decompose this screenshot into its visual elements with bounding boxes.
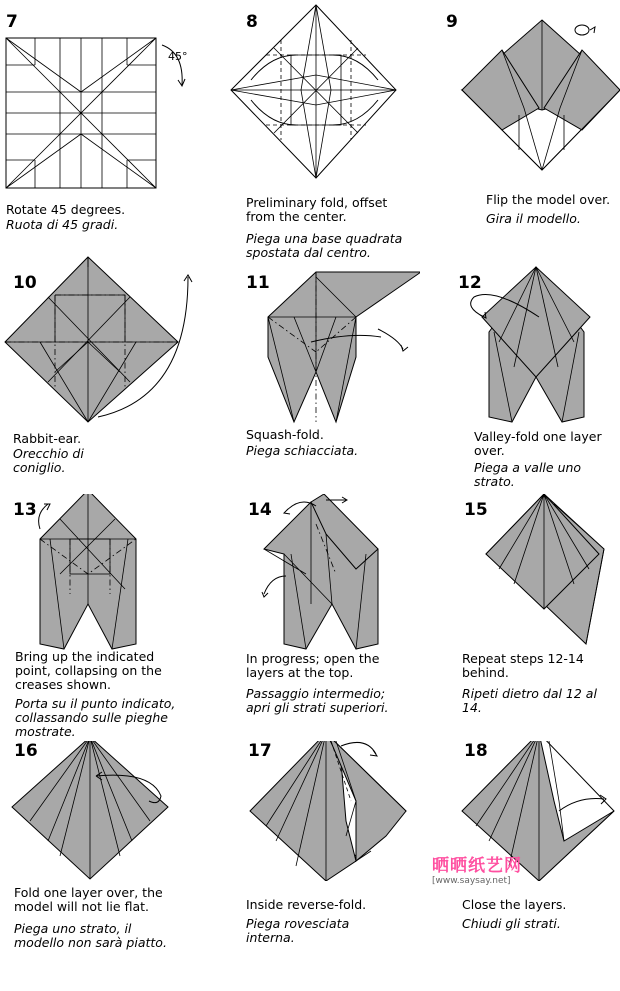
step-number: 10 xyxy=(13,273,37,293)
step-caption: Bring up the indicated point, collapsing on the creases shown. xyxy=(15,649,162,692)
step-15 xyxy=(414,494,620,741)
step-caption-italian: Passaggio intermedio; apri gli strati superiori. xyxy=(246,686,389,715)
step-caption-italian: Piega schiacciata. xyxy=(246,443,359,458)
step-17 xyxy=(206,741,412,988)
step-number: 8 xyxy=(246,12,258,32)
step-caption-italian: Piega uno strato, il modello non sarà piatto. xyxy=(14,921,167,950)
step-caption-italian: Orecchio di coniglio. xyxy=(13,446,84,475)
step-14 xyxy=(206,494,412,741)
step-number: 9 xyxy=(446,12,458,32)
step-caption-italian: Porta su il punto indicato, collassando sulle pieghe mostrate. xyxy=(15,696,176,739)
step-number: 15 xyxy=(464,500,488,520)
step-caption: In progress; open the layers at the top. xyxy=(246,651,380,680)
step-7 xyxy=(0,0,206,247)
step-number: 7 xyxy=(6,12,18,32)
diagram-step-14 xyxy=(206,494,412,654)
step-9 xyxy=(414,0,620,247)
watermark xyxy=(432,851,522,886)
step-caption-italian: Piega una base quadrata spostata dal centro. xyxy=(246,231,403,260)
step-caption-italian: Piega rovesciata interna. xyxy=(246,916,350,945)
step-number: 16 xyxy=(14,741,38,761)
rotate-badge: 45° xyxy=(168,50,188,63)
step-16 xyxy=(0,741,206,988)
step-caption: Close the layers. xyxy=(462,897,567,912)
step-number: 18 xyxy=(464,741,488,761)
step-caption: Inside reverse-fold. xyxy=(246,897,367,912)
step-caption: Valley-fold one layer over. xyxy=(474,429,602,458)
step-caption: Rotate 45 degrees. xyxy=(6,202,126,217)
step-caption: Repeat steps 12-14 behind. xyxy=(462,651,584,680)
step-number: 12 xyxy=(458,273,482,293)
step-caption-italian: Chiudi gli strati. xyxy=(462,916,561,931)
step-caption-italian: Gira il modello. xyxy=(486,211,581,226)
step-caption: Flip the model over. xyxy=(486,192,611,207)
diagram-step-11 xyxy=(206,247,420,437)
diagram-step-15 xyxy=(414,494,620,654)
step-caption: Preliminary fold, offset from the center. xyxy=(246,195,388,224)
step-12 xyxy=(414,247,620,494)
watermark-url: [www.saysay.net] xyxy=(432,876,511,886)
step-caption: Squash-fold. xyxy=(246,427,324,442)
step-caption: Rabbit-ear. xyxy=(13,431,82,446)
step-caption-italian: Ruota di 45 gradi. xyxy=(6,217,119,232)
step-13 xyxy=(0,494,206,741)
step-10 xyxy=(0,247,206,494)
diagram-step-13 xyxy=(0,494,206,654)
diagram-step-17 xyxy=(206,741,412,881)
step-caption-italian: Ripeti dietro dal 12 al 14. xyxy=(462,686,597,715)
diagram-step-8 xyxy=(206,0,412,200)
diagram-step-16 xyxy=(0,741,206,881)
diagram-step-9 xyxy=(414,0,620,200)
step-number: 17 xyxy=(248,741,272,761)
diagram-step-10 xyxy=(0,247,206,437)
step-caption: Fold one layer over, the model will not lie flat. xyxy=(14,885,163,914)
step-number: 11 xyxy=(246,273,270,293)
watermark-title: 晒晒纸艺网 xyxy=(432,856,522,876)
step-8 xyxy=(206,0,412,260)
step-number: 14 xyxy=(248,500,272,520)
step-number: 13 xyxy=(13,500,37,520)
step-11 xyxy=(206,247,412,494)
step-caption-italian: Piega a valle uno strato. xyxy=(474,460,582,489)
diagram-step-12 xyxy=(414,247,620,437)
